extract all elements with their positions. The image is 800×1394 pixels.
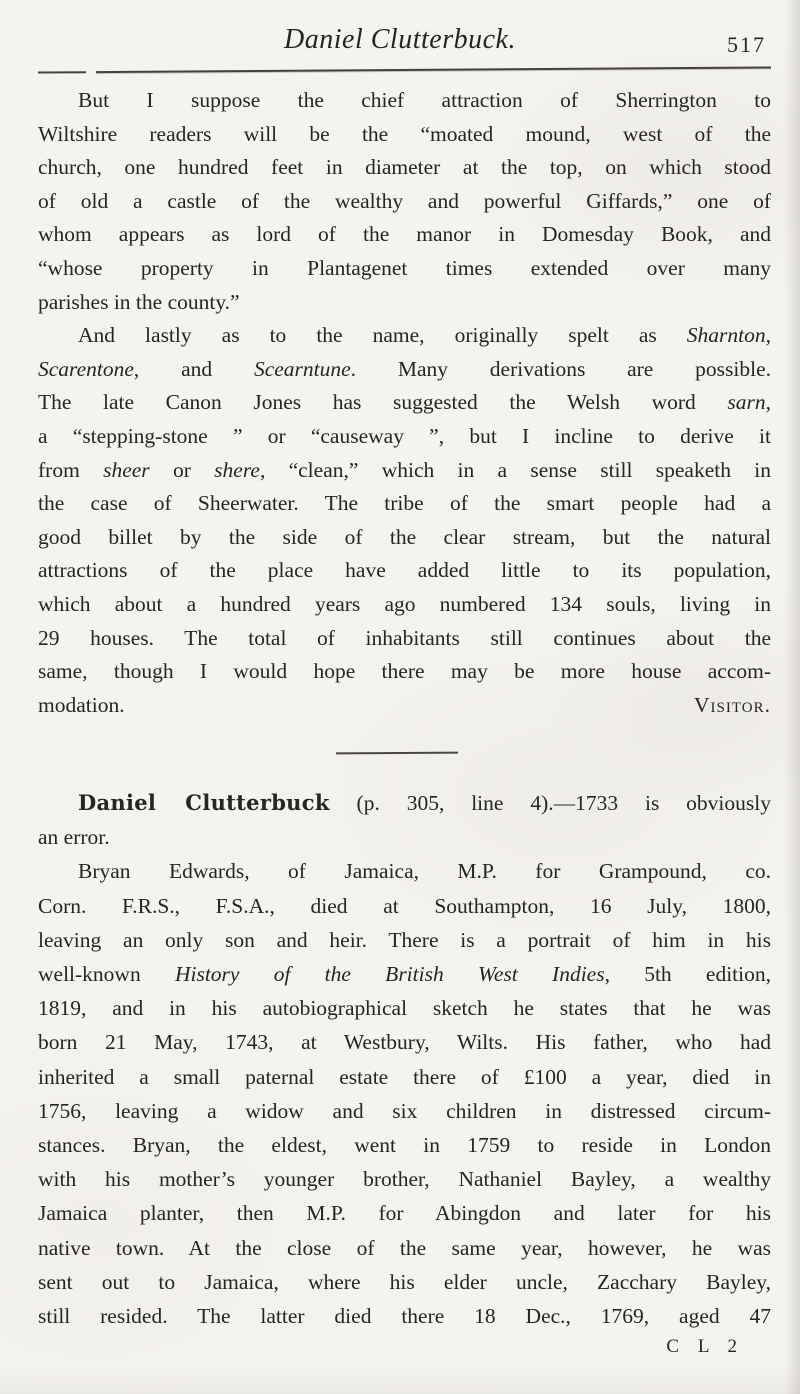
italic-text-run: Scearntune [253, 356, 351, 381]
visitor-signature: Visitor. [694, 692, 771, 717]
text-run: church, one hundred feet in diameter at the top, on which stood [38, 155, 771, 180]
header-rule [38, 66, 771, 73]
text-run: well-known [38, 962, 175, 987]
text-line [38, 588, 771, 622]
text-run: 29 houses. The total of inhabitants still continues about the [38, 625, 771, 650]
text-run: same, though I would hope there may be more house accom- [38, 659, 771, 684]
text-run: , “clean,” which in a sense still speaketh in [259, 457, 771, 482]
text-run: , [765, 323, 771, 348]
text-run: attractions of the place have added little to its population, [38, 558, 771, 583]
running-header [0, 24, 800, 56]
text-line [38, 1231, 771, 1265]
text-run: , 5th edition, [604, 962, 772, 987]
text-line [38, 889, 771, 923]
text-line [38, 991, 771, 1025]
signature-mark: C L 2 [666, 1336, 744, 1357]
text-run: modation. [38, 692, 125, 717]
italic-text-run: History of the British West Indies [174, 962, 605, 987]
text-line [38, 1060, 771, 1094]
text-run: . Many derivations are possible. [350, 356, 771, 381]
text-line [38, 1128, 771, 1162]
header-rule-short-segment [38, 71, 86, 73]
text-line [38, 319, 771, 353]
text-run: or [149, 457, 215, 482]
text-line [38, 1265, 771, 1299]
text-line [38, 554, 771, 588]
text-run: born 21 May, 1743, at Westbury, Wilts. His father, who had [38, 1030, 771, 1055]
text-run: with his mother’s younger brother, Nathaniel Bayley, a wealthy [38, 1167, 771, 1192]
text-line [38, 1196, 771, 1230]
section-sherrington-visitor-note [38, 84, 771, 722]
text-run: , [765, 390, 771, 415]
text-run: 1756, leaving a widow and six children in distressed circum- [38, 1098, 771, 1123]
page-number: 517 [727, 32, 766, 57]
text-line [38, 386, 771, 420]
text-line [38, 84, 771, 118]
text-run: good billet by the side of the clear stream, but the natural [38, 524, 771, 549]
text-run: a “stepping-stone ” or “causeway ”, but I incline to derive it [38, 423, 771, 448]
text-run: the case of Sheerwater. The tribe of the smart people had a [38, 491, 771, 516]
text-line [38, 1299, 771, 1333]
text-run: from [38, 457, 104, 482]
text-run: still resided. The latter died there 18 Dec., 1769, aged 47 [38, 1304, 771, 1329]
text-run: sent out to Jamaica, where his elder uncle, Zacchary Bayley, [38, 1269, 771, 1294]
text-line [38, 487, 771, 521]
text-line [38, 218, 771, 252]
text-line [38, 454, 771, 488]
header-rule-long-segment [96, 66, 771, 73]
paragraph-clutterbuck-correction [38, 786, 771, 854]
text-line [38, 1094, 771, 1128]
text-run: 1819, and in his autobiographical sketch he states that he was [38, 996, 771, 1021]
text-line [38, 689, 771, 723]
italic-text-run: sheer [103, 457, 150, 482]
text-run: Jamaica planter, then M.P. for Abingdon and later for his [38, 1201, 771, 1226]
text-run: , and [133, 356, 254, 381]
text-line [38, 286, 771, 320]
paragraph-sherrington-mound [38, 84, 771, 319]
text-run: The late Canon Jones has suggested the Welsh word [38, 390, 728, 415]
text-run: which about a hundred years ago numbered 134 souls, living in [38, 591, 771, 616]
text-run: Corn. F.R.S., F.S.A., died at Southampton, 16 July, 1800, [38, 893, 771, 918]
text-run: And lastly as to the name, originally spelt as [78, 323, 687, 348]
text-line [38, 957, 771, 991]
text-line [38, 353, 771, 387]
text-run: “whose property in Plantagenet times extended over many [38, 255, 771, 280]
italic-text-run: shere [214, 457, 260, 482]
text-line [38, 820, 771, 854]
text-run: stances. Bryan, the eldest, went in 1759 to reside in London [38, 1133, 771, 1158]
bold-text-run: Daniel Clutterbuck [78, 790, 330, 815]
text-run: (p. 305, line 4).—1733 is obviously [329, 791, 771, 815]
text-line [38, 151, 771, 185]
text-line [38, 655, 771, 689]
text-line [38, 118, 771, 152]
section-divider-rule [336, 752, 458, 755]
text-line [38, 923, 771, 957]
text-line [38, 1025, 771, 1059]
paragraph-bryan-edwards [38, 854, 771, 1333]
text-run: leaving an only son and heir. There is a portrait of him in his [38, 927, 771, 952]
text-run: But I suppose the chief attraction of Sherrington to [78, 88, 771, 112]
text-line [38, 420, 771, 454]
text-line [38, 622, 771, 656]
running-header-title: Daniel Clutterbuck. [284, 24, 516, 55]
text-line [38, 1162, 771, 1196]
text-run: Bryan Edwards, of Jamaica, M.P. for Grampound, co. [78, 859, 771, 884]
text-run: an error. [38, 825, 110, 850]
italic-text-run: sarn [727, 390, 766, 415]
text-line [38, 786, 771, 820]
text-run: native town. At the close of the same year, however, he was [38, 1235, 771, 1260]
text-line [38, 252, 771, 286]
section-daniel-clutterbuck-note [38, 786, 771, 1333]
text-line [38, 185, 771, 219]
text-run: whom appears as lord of the manor in Domesday Book, and [38, 222, 771, 247]
text-run: inherited a small paternal estate there of £100 a year, died in [38, 1064, 771, 1089]
italic-text-run: Sharnton [686, 323, 766, 348]
text-run: Wiltshire readers will be the “moated mound, west of the [38, 121, 771, 146]
text-line [38, 854, 771, 888]
italic-text-run: Scarentone [38, 356, 134, 381]
text-run: parishes in the county.” [38, 289, 240, 314]
paragraph-name-derivation [38, 319, 771, 722]
text-run: of old a castle of the wealthy and powerful Giffards,” one of [38, 188, 771, 213]
text-line [38, 521, 771, 555]
